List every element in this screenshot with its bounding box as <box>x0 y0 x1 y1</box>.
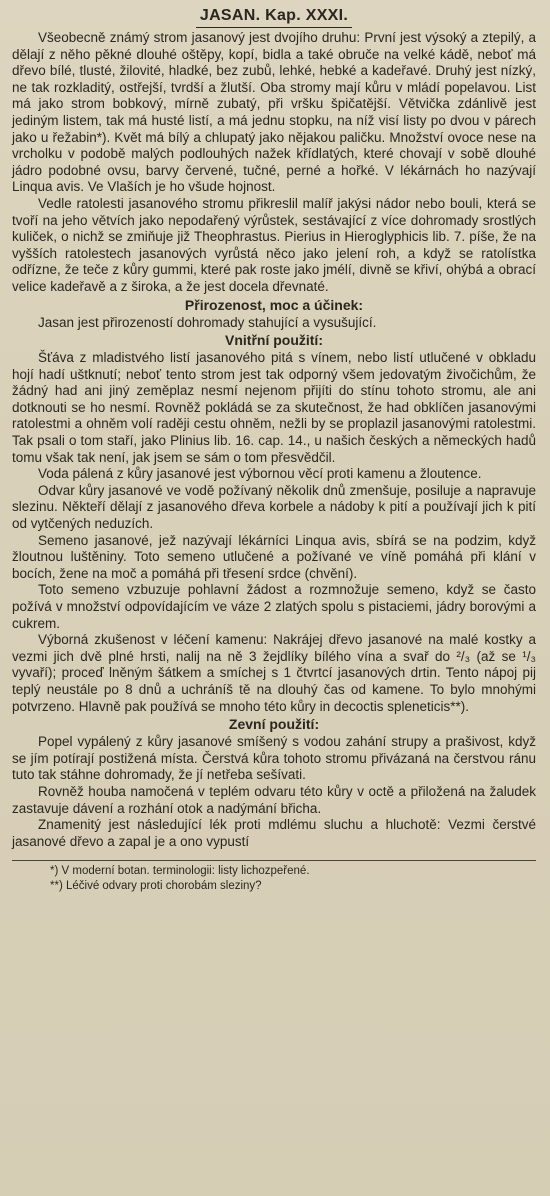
paragraph: Odvar kůry jasanové ve vodě požívaný několik dnů zmenšuje, posiluje a napravuje slezinu. Někteří dělají z jasanového dřeva korbele a nádoby k pití a používají jich k pití od vytčených neduzích. <box>12 482 536 532</box>
chapter-title: JASAN. Kap. XXXI. <box>196 6 352 28</box>
paragraph: Rovněž houba namočená v teplém odvaru této kůry v octě a přiložená na žaludek zastavuje dávení a rozhání otok a nadýmání břicha. <box>12 783 536 816</box>
footnote: **) Léčivé odvary proti chorobám sleziny? <box>50 880 262 893</box>
section-heading: Vnitřní použití: <box>225 332 323 349</box>
footnote: *) V moderní botan. terminologii: listy lichozpeřené. <box>50 865 310 878</box>
paragraph: Výborná zkušenost v léčení kamenu: Nakrájej dřevo jasanové na malé kostky a vezmi jich dvě plné hrsti, nalij na ně 3 žejdlíky bílého vína a svař do ²/₃ (až se ¹/₃ vyvaří); proceď lněným šátkem a smíchej s 1 čtvrtcí jasanových drtin. Tento nápoj pij teplý neustále po 8 dnů a uchráníš tě na dlouhý čas od kamene. To bylo mnohými potvrzeno. Hlavně pak používá se mnoho této kůry in decoctis spleneticis**). <box>12 632 536 714</box>
paragraph: Voda pálená z kůry jasanové jest výbornou věcí proti kamenu a žloutence. <box>38 466 482 482</box>
body-text <box>12 30 536 850</box>
paragraph: Šťáva z mladistvého listí jasanového pitá s vínem, nebo listí utlučené v obkladu hojí hadí uštknutí; neboť tento strom jest tak odporný všem jedovatým živočichům, že žádný had ani jiný zeměplaz nesmí nejenom přijíti do stínu tohoto stromu, ale ani dotknouti se ho nesmí. Rovněž pokládá se za skutečnost, že had obklíčen jasanovými ratolestmi a ohněm volí raději cestu ohněm, nežli by se proplazil jasanovými ratolestmi. Tak psali o tom staří, jako Plinius lib. 16. cap. 14., u našich českých a německých hadů tomu však tak není, jak jsem se sám o tom přesvědčil. <box>12 350 536 465</box>
paragraph: Znamenitý jest následující lék proti mdlému sluchu a hluchotě: Vezmi čerstvé jasanové dřevo a zapal je a ono vypustí <box>12 817 536 849</box>
paragraph: Vedle ratolesti jasanového stromu přikreslil malíř jakýsi nádor nebo bouli, která se tvoří na jeho větvích jako nepodařený výrůstek, sestávající z více dohromady srostlých kuliček, o nichž se zmiňuje již Theophrastus. Pierius in Hieroglyphicis lib. 7. píše, že na vyšších ratolestech jasanových vyrůstá něco jako jelení roh, a když se ratolístka odřízne, že teče z kůry gummi, které pak roste jako jmélí, divně se křiví, ohýbá a obrací velice kadeřavě a z široka, a že jest docela dřevnaté. <box>12 195 536 294</box>
section-heading: Zevní použití: <box>228 716 320 733</box>
paragraph: Semeno jasanové, jež nazývají lékárníci Linqua avis, sbírá se na podzim, když žloutnou luštěniny. Toto semeno utlučené a požívané ve víně pomáhá při klání v bocích, žene na moč a pomáhá při třesení srdce (chvění). <box>12 532 536 581</box>
running-head <box>12 6 536 28</box>
paragraph: Jasan jest přirozeností dohromady stahující a vysušující. <box>38 314 377 330</box>
paragraph: Toto semeno vzbuzuje pohlavní žádost a rozmnožuje semeno, když se často požívá v množství odpovídajícím ve váze 2 zlatých spolu s pistaciemi, jádry borovými a cukrem. <box>12 582 536 631</box>
paragraph: Popel vypálený z kůry jasanové smíšený s vodou zahání strupy a prašivost, když se jím potírají postižená místa. Čerstvá kůra tohoto stromu přivázaná na čerstvou ránu tuto tak stáhne dohromady, že jí netřeba sešívati. <box>12 734 536 783</box>
footnotes <box>12 860 536 894</box>
paragraph: Všeobecně známý strom jasanový jest dvojího druhu: První jest výsoký a ztepilý, a dělají z něho pěkné dlouhé oštěpy, kopí, bidla a také obruče na velké kádě, neboť má dřevo bílé, tlusté, žilovité, hladké, bez zubů, lehké, hebké a kadeřavé. Druhý jest nízký, ne tak rozkladitý, ostřejší, tvrdší a žlutší. Oba stromy mají kůru v mládí popelavou. List má jako strom bobkový, mírně zubatý, při vršku špičatější. Větvička zdánlivě jest jediným listem, tak má husté listí, a má jednu stopku, na níž visí listy po dvou v párech jako u řežabin*). Květ má bílý a chlupatý jako nějakou paličku. Množství ovoce nese na vrcholku v podobě malých podlouhých nažek křídlatých, které chovají v sobě dlouhé jádro podobné ovsu, barvy červené, tučné, perné a hořké. V lékárnách ho nazývají Linqua avis. Ve Vlaších je ho všude hojnost. <box>12 30 536 195</box>
section-heading: Přirozenost, moc a účinek: <box>184 296 364 313</box>
